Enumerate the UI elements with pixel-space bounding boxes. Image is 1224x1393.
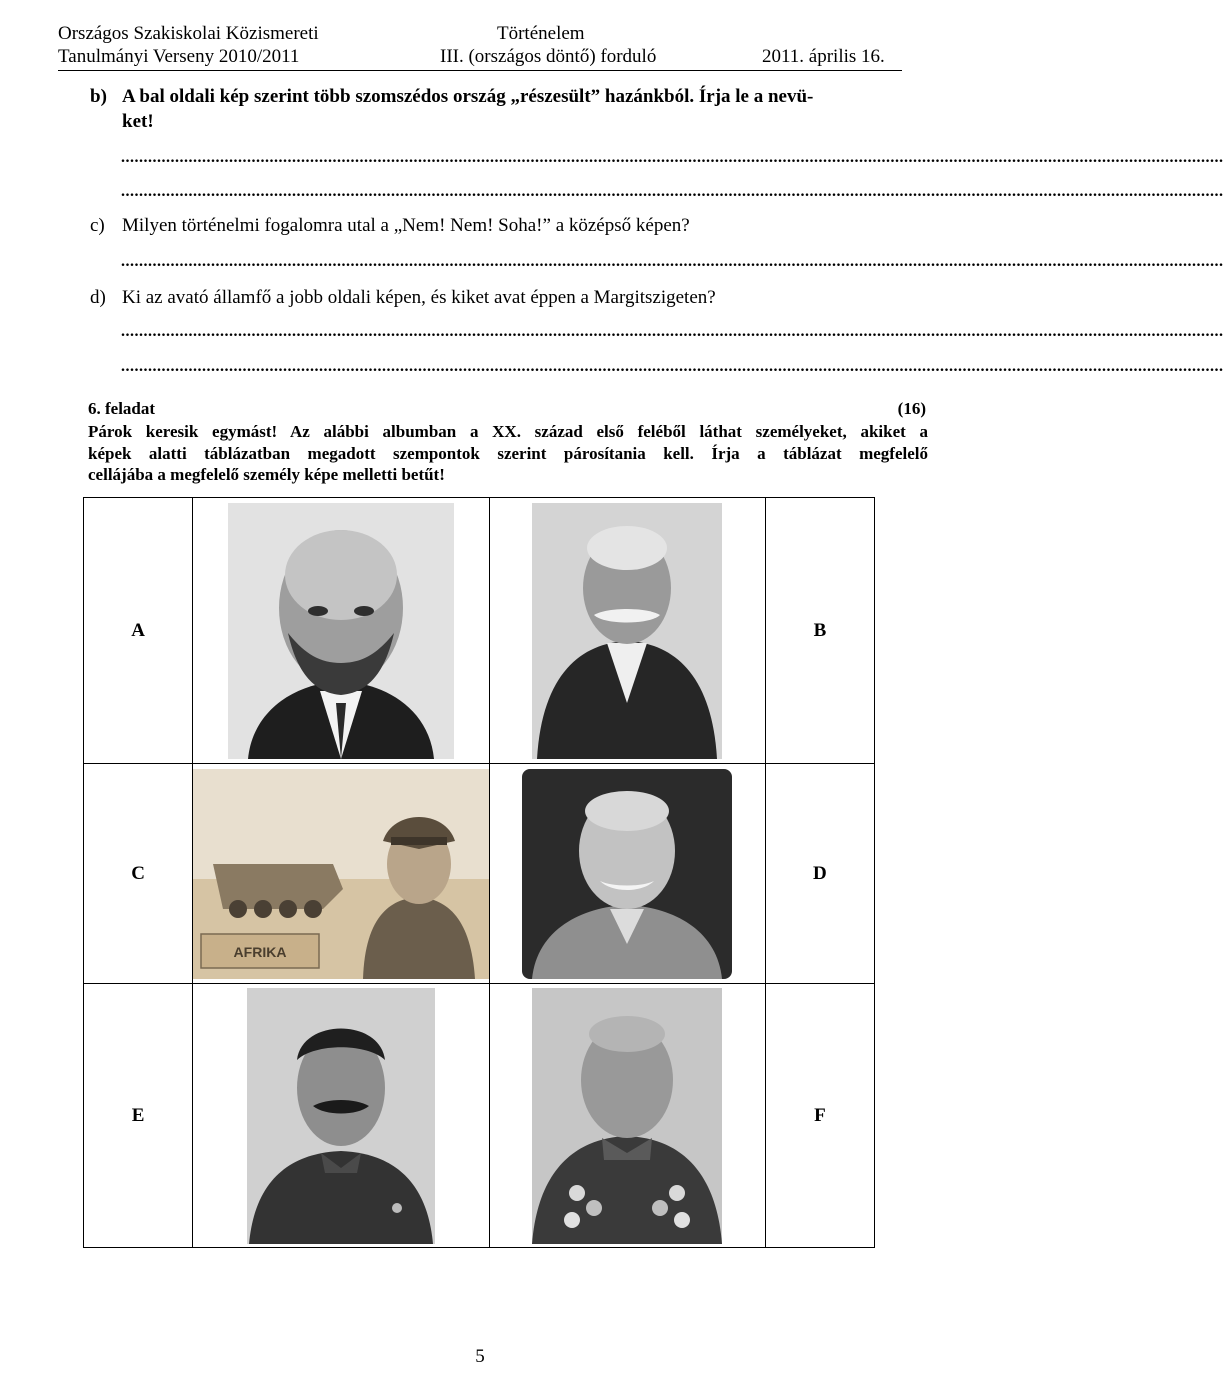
question-c-label: c)	[90, 215, 105, 236]
task6-instructions	[88, 421, 928, 486]
question-d	[90, 287, 716, 309]
task6-points: (16)	[897, 399, 926, 418]
letter-cell-b: B	[765, 498, 874, 764]
question-b	[90, 86, 813, 108]
album-row	[84, 984, 875, 1248]
portrait-photo-a	[228, 503, 454, 759]
header-rule	[58, 70, 902, 71]
photo-cell-d	[490, 764, 766, 984]
question-c-text: Milyen történelmi fogalomra utal a „Nem! Nem! Soha!” a középső képen?	[122, 215, 690, 236]
header-subject: Történelem	[497, 23, 585, 44]
portrait-photo-e	[247, 988, 435, 1244]
answer-line: .....................................................................................................................................................................................................................................................	[121, 358, 1224, 375]
question-d-text: Ki az avató államfő a jobb oldali képen, és kiket avat éppen a Margitszigeten?	[122, 287, 716, 308]
letter-cell-a: A	[84, 498, 193, 764]
question-b-label: b)	[90, 86, 107, 107]
task6-line3: cellájába a megfelelő személy képe melletti betűt!	[88, 465, 445, 484]
answer-line: .....................................................................................................................................................................................................................................................	[121, 149, 1224, 166]
letter-cell-f: F	[765, 984, 874, 1248]
answer-line: .....................................................................................................................................................................................................................................................	[121, 183, 1224, 200]
photo-cell-c	[193, 764, 490, 984]
album-table	[83, 497, 875, 1248]
task6-line1: Párok keresik egymást! Az alábbi albumban a XX. század első feléből láthat személyeket, akiket a	[88, 422, 928, 441]
album-row	[84, 764, 875, 984]
task6-title: 6. feladat	[88, 399, 156, 418]
question-c	[90, 215, 690, 237]
header-date: 2011. április 16.	[762, 46, 885, 67]
letter-cell-c: C	[84, 764, 193, 984]
poster-caption: AFRIKA	[233, 943, 287, 960]
album-row	[84, 498, 875, 764]
letter-cell-d: D	[765, 764, 874, 984]
photo-cell-f	[490, 984, 766, 1248]
task6-line2: képek alatti táblázatban megadott szempontok szerint párosítania kell. Írja a táblázat megfelelő	[88, 443, 928, 463]
letter-cell-e: E	[84, 984, 193, 1248]
poster-photo-c	[193, 769, 489, 979]
header-competition-line1: Országos Szakiskolai Közismereti	[58, 23, 319, 44]
portrait-photo-d	[522, 769, 732, 979]
question-b-cont: ket!	[122, 111, 154, 132]
question-b-text: A bal oldali kép szerint több szomszédos ország „részesült” hazánkból. Írja le a nevü-	[122, 86, 814, 107]
answer-line: .....................................................................................................................................................................................................................................................	[121, 323, 1224, 340]
header-round: III. (országos döntő) forduló	[440, 46, 657, 67]
photo-cell-e	[193, 984, 490, 1248]
page-number: 5	[475, 1346, 485, 1367]
header-competition-line2: Tanulmányi Verseny 2010/2011	[58, 46, 300, 67]
portrait-photo-b	[532, 503, 722, 759]
answer-line: .....................................................................................................................................................................................................................................................	[121, 253, 1224, 270]
question-d-label: d)	[90, 287, 106, 308]
photo-cell-a	[193, 498, 490, 764]
photo-cell-b	[490, 498, 766, 764]
portrait-photo-f	[532, 988, 722, 1244]
